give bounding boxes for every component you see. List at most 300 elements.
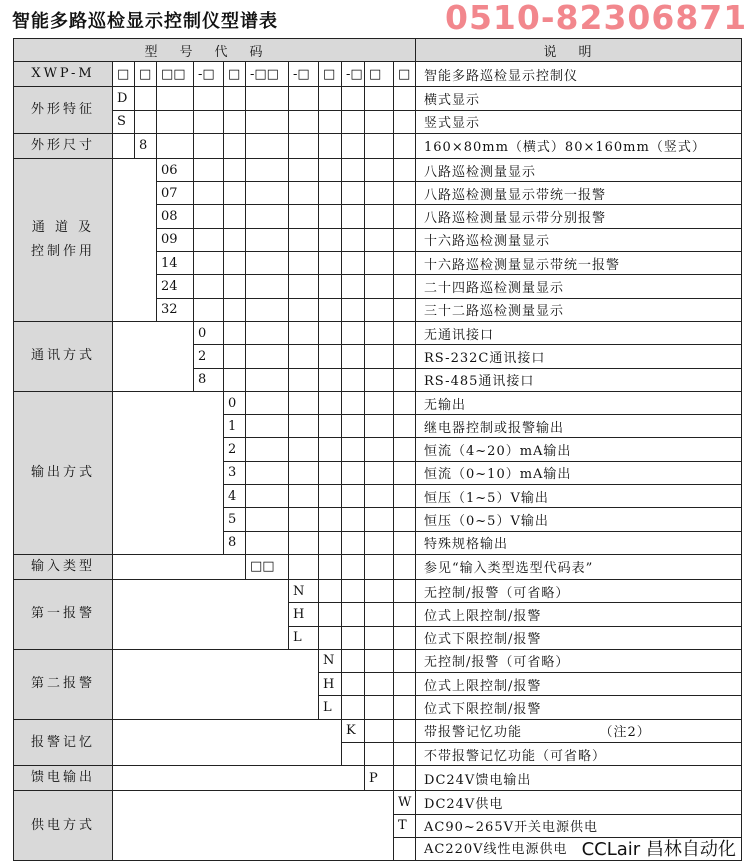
blank-cell	[194, 87, 224, 110]
group-label	[14, 321, 113, 391]
option-desc	[416, 673, 742, 696]
option-desc	[416, 603, 742, 626]
option-code	[246, 554, 289, 579]
blank-cell	[289, 415, 319, 438]
option-desc	[416, 461, 742, 484]
model-code-slot	[289, 62, 319, 87]
option-desc	[416, 298, 742, 321]
blank-cell	[394, 485, 416, 508]
option-code-text: 32	[161, 302, 178, 318]
blank-cell	[319, 205, 342, 228]
option-desc	[416, 415, 742, 438]
blank-cell	[394, 133, 416, 158]
blank-cell	[342, 368, 365, 391]
option-desc	[416, 743, 742, 766]
blank-cell	[365, 579, 394, 602]
option-desc-text: 恒流（4~20）mA输出	[424, 444, 572, 460]
blank-cell	[194, 182, 224, 205]
option-desc-text: 位式下限控制/报警	[424, 632, 542, 648]
blank-cell	[365, 603, 394, 626]
header-code-text: 型号代码	[144, 44, 285, 60]
blank-cell	[394, 719, 416, 742]
option-desc	[416, 837, 742, 860]
blank-cell	[342, 554, 365, 579]
blank-cell	[365, 205, 394, 228]
model-code-slot-text: □	[139, 66, 152, 82]
header-desc	[416, 39, 742, 62]
blank-cell	[289, 438, 319, 461]
option-code	[224, 485, 246, 508]
model-desc	[416, 62, 742, 87]
blank-merged-cell	[113, 579, 289, 649]
blank-cell	[224, 133, 246, 158]
option-desc-text: AC90~265V开关电源供电	[424, 820, 598, 836]
option-code-text: N	[323, 653, 335, 669]
blank-cell	[319, 110, 342, 133]
blank-cell	[394, 579, 416, 602]
option-code	[319, 649, 342, 672]
blank-cell	[289, 182, 319, 205]
blank-cell	[342, 531, 365, 554]
blank-cell	[246, 368, 289, 391]
blank-cell	[289, 485, 319, 508]
option-code-text: D	[117, 90, 128, 106]
group-label-text: 馈电输出	[30, 770, 95, 786]
option-desc-text: 八路巡检测量显示带统一报警	[424, 187, 607, 203]
model-code-slot-text: □	[398, 66, 411, 82]
table-row	[14, 391, 742, 414]
option-code	[289, 626, 319, 649]
option-desc	[416, 368, 742, 391]
blank-cell	[319, 345, 342, 368]
option-code-text: 0	[228, 395, 237, 411]
model-code-slot	[246, 62, 289, 87]
blank-cell	[342, 508, 365, 531]
blank-cell	[289, 205, 319, 228]
blank-cell	[319, 438, 342, 461]
blank-cell	[394, 508, 416, 531]
option-desc-text: 无控制/报警（可省略）	[424, 585, 570, 601]
blank-merged-cell	[113, 554, 246, 579]
blank-cell	[135, 110, 157, 133]
model-code-slot	[135, 62, 157, 87]
blank-cell	[365, 438, 394, 461]
option-desc	[416, 554, 742, 579]
blank-cell	[365, 275, 394, 298]
blank-cell	[319, 321, 342, 344]
blank-cell	[246, 345, 289, 368]
blank-cell	[319, 603, 342, 626]
blank-cell	[394, 275, 416, 298]
blank-cell	[194, 298, 224, 321]
blank-cell	[224, 275, 246, 298]
blank-cell	[246, 321, 289, 344]
option-desc	[416, 626, 742, 649]
blank-cell	[365, 87, 394, 110]
blank-cell	[246, 182, 289, 205]
option-desc-text: 横式显示	[424, 92, 481, 108]
blank-cell	[394, 743, 416, 766]
blank-cell	[319, 485, 342, 508]
table-row	[14, 133, 742, 158]
blank-cell	[365, 696, 394, 719]
model-label-text: XWP-M	[31, 66, 95, 82]
blank-cell	[365, 649, 394, 672]
blank-cell	[342, 603, 365, 626]
blank-cell	[365, 743, 394, 766]
model-code-slot-text: □	[323, 66, 336, 82]
blank-cell	[224, 298, 246, 321]
blank-cell	[289, 368, 319, 391]
option-code	[157, 275, 194, 298]
model-code-slot-text: -□□	[250, 66, 279, 82]
blank-cell	[365, 554, 394, 579]
table-row	[14, 87, 742, 110]
option-desc	[416, 110, 742, 133]
option-desc-text: 恒流（0~10）mA输出	[424, 467, 572, 483]
blank-cell	[394, 368, 416, 391]
blank-cell	[394, 205, 416, 228]
blank-cell	[365, 368, 394, 391]
blank-cell	[365, 110, 394, 133]
option-code	[194, 321, 224, 344]
blank-cell	[319, 415, 342, 438]
blank-cell	[289, 345, 319, 368]
group-label	[14, 766, 113, 791]
option-desc	[416, 345, 742, 368]
model-label	[14, 62, 113, 87]
blank-cell	[246, 531, 289, 554]
option-desc-text: DC24V供电	[424, 796, 504, 812]
option-code-text: 09	[161, 232, 178, 248]
blank-cell	[394, 649, 416, 672]
blank-cell	[365, 461, 394, 484]
model-code-slot	[394, 62, 416, 87]
blank-cell	[319, 275, 342, 298]
blank-cell	[365, 531, 394, 554]
option-code	[157, 298, 194, 321]
blank-cell	[194, 158, 224, 181]
option-code-text: 1	[228, 418, 237, 434]
table-row	[14, 766, 742, 791]
blank-cell	[365, 345, 394, 368]
blank-cell	[342, 252, 365, 275]
option-desc	[416, 391, 742, 414]
blank-cell	[365, 158, 394, 181]
option-code-text: P	[369, 770, 378, 786]
blank-cell	[289, 531, 319, 554]
option-desc	[416, 766, 742, 791]
blank-cell	[289, 252, 319, 275]
blank-cell	[342, 696, 365, 719]
blank-cell	[194, 275, 224, 298]
blank-cell	[319, 133, 342, 158]
option-desc-text: AC220V线性电源供电	[424, 842, 568, 858]
blank-cell	[289, 554, 319, 579]
option-code-text: □□	[250, 559, 275, 575]
blank-cell	[365, 485, 394, 508]
option-desc	[416, 205, 742, 228]
option-desc	[416, 696, 742, 719]
blank-cell	[365, 508, 394, 531]
blank-cell	[246, 438, 289, 461]
option-code	[342, 743, 365, 766]
group-label	[14, 158, 113, 321]
group-label-text: 第一报警	[30, 606, 95, 622]
option-desc	[416, 531, 742, 554]
table-row	[14, 579, 742, 602]
phone-watermark: 0510-82306871	[445, 0, 748, 37]
blank-cell	[365, 228, 394, 251]
blank-merged-cell	[113, 158, 157, 321]
option-desc-text: 160×80mm（横式）80×160mm（竖式）	[424, 140, 706, 156]
blank-cell	[194, 110, 224, 133]
option-code	[157, 158, 194, 181]
table-row	[14, 158, 742, 181]
blank-cell	[365, 298, 394, 321]
option-code-text: 07	[161, 185, 178, 201]
blank-cell	[319, 182, 342, 205]
blank-cell	[319, 252, 342, 275]
header-code	[14, 39, 416, 62]
option-code-text: L	[323, 700, 332, 716]
group-label-text: 供电方式	[30, 817, 95, 833]
option-desc	[416, 485, 742, 508]
option-code	[157, 182, 194, 205]
option-code	[319, 673, 342, 696]
option-code	[394, 837, 416, 860]
option-desc-text: 不带报警记忆功能（可省略）	[424, 748, 607, 764]
blank-cell	[342, 391, 365, 414]
blank-cell	[319, 391, 342, 414]
blank-cell	[394, 531, 416, 554]
header-desc-text: 说明	[543, 44, 614, 60]
option-code-text: S	[117, 114, 126, 130]
option-desc-text: 参见“输入类型选型代码表”	[424, 561, 594, 577]
group-label-text: 通讯方式	[30, 348, 95, 364]
option-desc-text: 无通讯接口	[424, 327, 495, 343]
blank-cell	[342, 485, 365, 508]
blank-cell	[394, 321, 416, 344]
option-code	[194, 345, 224, 368]
blank-merged-cell	[113, 391, 224, 554]
blank-cell	[246, 205, 289, 228]
option-code	[113, 87, 135, 110]
blank-cell	[194, 228, 224, 251]
model-code-slot-text: -□	[346, 66, 363, 82]
option-desc-text: 特殊规格输出	[424, 537, 509, 553]
blank-cell	[342, 461, 365, 484]
blank-merged-cell	[113, 321, 194, 391]
blank-cell	[394, 438, 416, 461]
model-code-slot	[157, 62, 194, 87]
blank-cell	[342, 673, 365, 696]
option-desc	[416, 791, 742, 814]
option-code	[194, 368, 224, 391]
option-code-text: 14	[161, 255, 178, 271]
blank-cell	[394, 626, 416, 649]
model-code-slot	[365, 62, 394, 87]
option-code-text: 08	[161, 209, 178, 225]
blank-cell	[194, 252, 224, 275]
model-code-slot-text: -□	[198, 66, 215, 82]
blank-cell	[224, 182, 246, 205]
option-desc	[416, 228, 742, 251]
table-row	[14, 110, 742, 133]
model-row	[14, 62, 742, 87]
blank-cell	[246, 228, 289, 251]
option-code	[157, 205, 194, 228]
model-code-slot-text: □	[117, 66, 130, 82]
option-code	[224, 461, 246, 484]
group-label	[14, 579, 113, 649]
option-code-text: W	[398, 794, 412, 810]
option-desc-text: 竖式显示	[424, 116, 481, 132]
header-row	[14, 39, 742, 62]
blank-cell	[289, 133, 319, 158]
option-desc-text: 无控制/报警（可省略）	[424, 655, 570, 671]
blank-cell	[365, 626, 394, 649]
blank-cell	[289, 391, 319, 414]
blank-cell	[365, 719, 394, 742]
blank-cell	[224, 205, 246, 228]
blank-cell	[394, 87, 416, 110]
option-desc	[416, 133, 742, 158]
blank-cell	[342, 626, 365, 649]
blank-cell	[289, 298, 319, 321]
blank-cell	[319, 554, 342, 579]
option-code	[224, 391, 246, 414]
blank-cell	[157, 133, 194, 158]
option-desc-text: 十六路巡检测量显示带统一报警	[424, 257, 621, 273]
option-code-text: N	[293, 583, 305, 599]
option-desc-text: 位式上限控制/报警	[424, 608, 542, 624]
option-desc-text: RS-232C通讯接口	[424, 350, 546, 366]
blank-merged-cell	[113, 649, 319, 719]
blank-cell	[394, 696, 416, 719]
blank-cell	[394, 554, 416, 579]
option-code	[224, 415, 246, 438]
option-code	[113, 110, 135, 133]
option-code-text: K	[346, 723, 356, 739]
blank-cell	[342, 182, 365, 205]
option-desc	[416, 252, 742, 275]
blank-cell	[365, 133, 394, 158]
blank-cell	[135, 87, 157, 110]
blank-cell	[342, 158, 365, 181]
blank-cell	[342, 649, 365, 672]
blank-cell	[365, 321, 394, 344]
option-desc-text: 十六路巡检测量显示	[424, 234, 551, 250]
group-label-text: 报警记忆	[30, 734, 95, 750]
blank-cell	[246, 485, 289, 508]
blank-cell	[289, 461, 319, 484]
option-code	[157, 228, 194, 251]
blank-cell	[319, 626, 342, 649]
option-code-text: 4	[228, 488, 237, 504]
blank-cell	[319, 531, 342, 554]
blank-cell	[246, 87, 289, 110]
blank-cell	[289, 158, 319, 181]
option-code-text: 8	[198, 372, 207, 388]
blank-cell	[319, 87, 342, 110]
blank-cell	[394, 298, 416, 321]
blank-cell	[342, 87, 365, 110]
option-desc	[416, 508, 742, 531]
blank-cell	[289, 275, 319, 298]
group-label-text: 外形尺寸	[30, 137, 95, 153]
blank-cell	[394, 110, 416, 133]
blank-cell	[342, 438, 365, 461]
blank-merged-cell	[113, 766, 365, 791]
group-label	[14, 719, 113, 766]
blank-cell	[342, 415, 365, 438]
blank-cell	[319, 508, 342, 531]
blank-cell	[319, 298, 342, 321]
option-code	[394, 791, 416, 814]
blank-cell	[319, 461, 342, 484]
option-code-text: 2	[198, 348, 207, 364]
model-code-slot	[319, 62, 342, 87]
model-code-slot-text: □	[228, 66, 241, 82]
group-label-text: 通 道 及 控制作用	[30, 219, 95, 259]
option-code	[224, 438, 246, 461]
option-code-text: H	[323, 676, 335, 692]
blank-cell	[224, 368, 246, 391]
blank-cell	[342, 133, 365, 158]
model-spec-table	[13, 38, 742, 861]
blank-merged-cell	[113, 719, 342, 766]
option-desc-text: 继电器控制或报警输出	[424, 420, 565, 436]
option-desc	[416, 579, 742, 602]
option-desc-text: DC24V馈电输出	[424, 772, 532, 788]
blank-cell	[342, 205, 365, 228]
option-desc-text: RS-485通讯接口	[424, 374, 535, 390]
option-desc-text: 三十二路巡检测量显示	[424, 304, 565, 320]
option-desc	[416, 649, 742, 672]
blank-cell	[224, 252, 246, 275]
blank-cell	[289, 110, 319, 133]
blank-cell	[365, 252, 394, 275]
blank-cell	[342, 298, 365, 321]
option-code-text: 0	[198, 325, 207, 341]
model-code-slot-text: □	[369, 66, 382, 82]
blank-cell	[365, 182, 394, 205]
option-desc	[416, 182, 742, 205]
model-code-slot	[194, 62, 224, 87]
option-code	[224, 508, 246, 531]
option-code-text: 8	[139, 138, 148, 154]
blank-cell	[224, 110, 246, 133]
table-row	[14, 649, 742, 672]
option-desc	[416, 87, 742, 110]
group-label-text: 输出方式	[30, 464, 95, 480]
option-desc-text: 恒压（0~5）V输出	[424, 513, 549, 529]
option-code-text: 3	[228, 465, 237, 481]
option-desc-text: 恒压（1~5）V输出	[424, 490, 549, 506]
option-code	[342, 719, 365, 742]
option-code	[319, 696, 342, 719]
blank-cell	[157, 110, 194, 133]
blank-cell	[194, 133, 224, 158]
blank-cell	[246, 298, 289, 321]
blank-merged-cell	[113, 133, 135, 158]
option-code-text: 8	[228, 535, 237, 551]
group-label-text: 输入类型	[30, 558, 95, 574]
option-desc-text: 带报警记忆功能 （注2）	[424, 725, 651, 741]
blank-cell	[342, 228, 365, 251]
blank-cell	[246, 275, 289, 298]
